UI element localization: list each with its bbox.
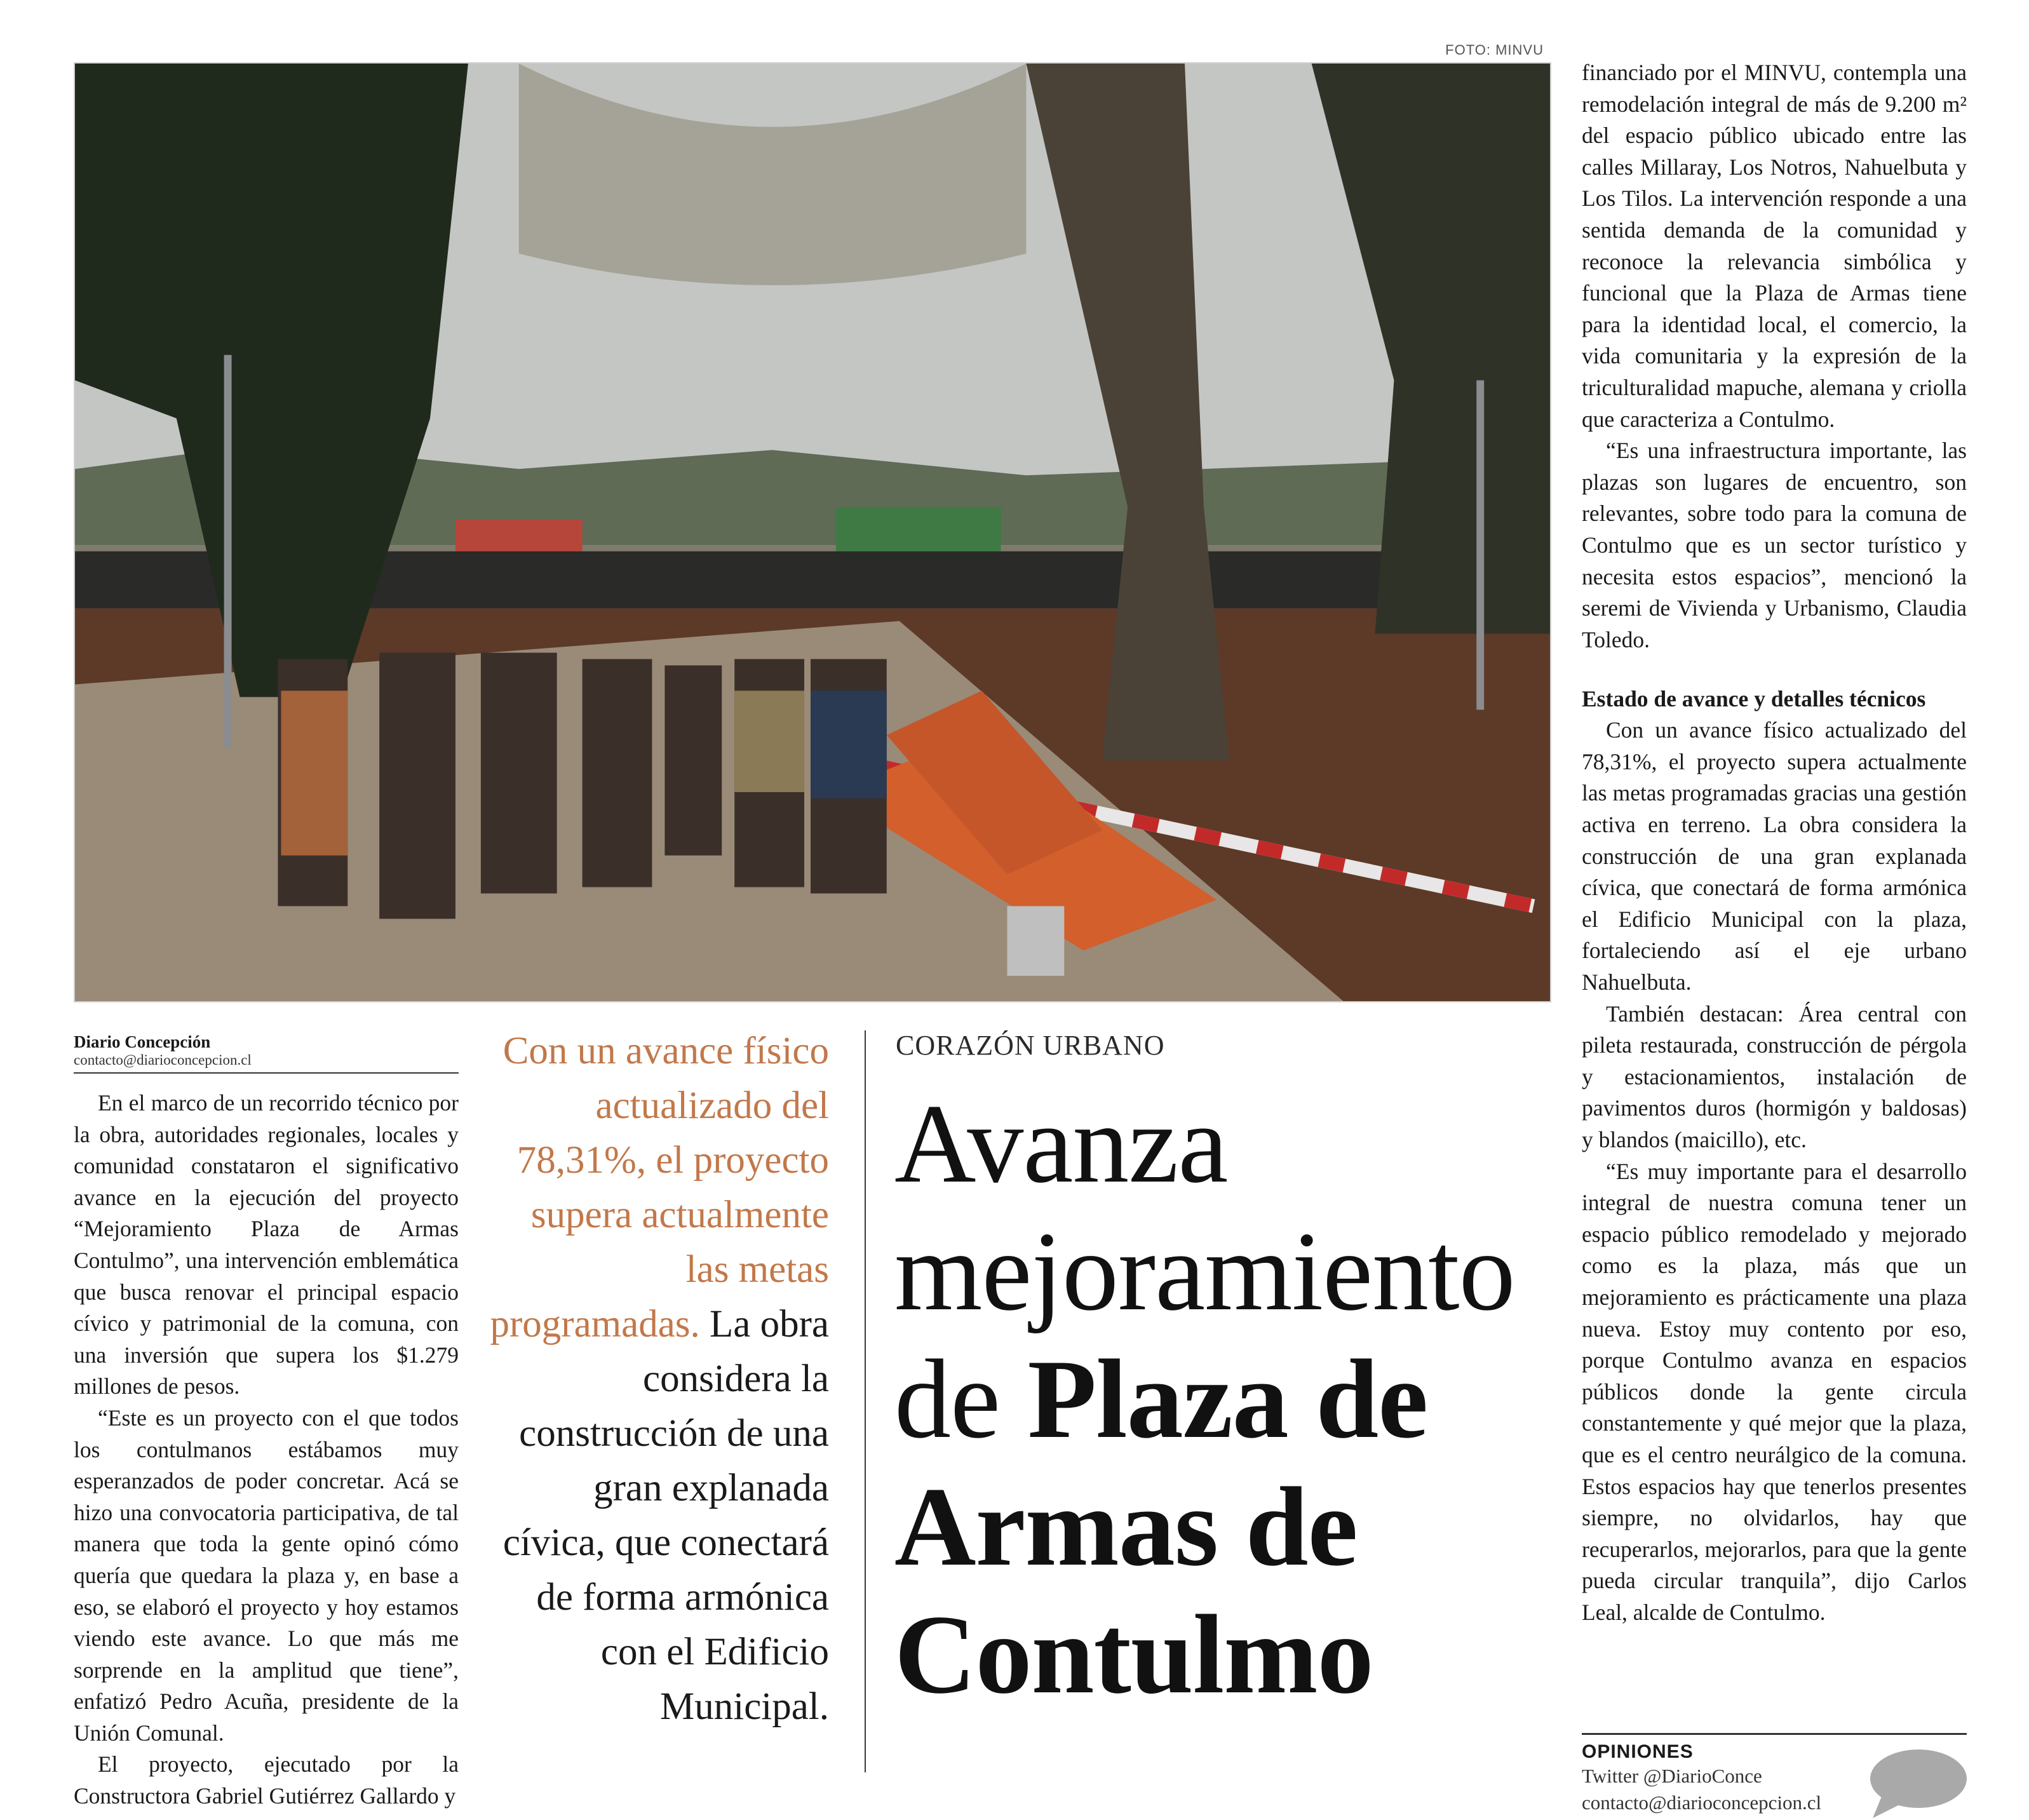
section-kicker: CORAZÓN URBANO (896, 1030, 1165, 1061)
plaza-photo-illustration (75, 64, 1550, 1001)
photo-credit: FOTO: MINVU (1445, 42, 1544, 58)
opinion-title: OPINIONES (1582, 1741, 1694, 1762)
opinion-email[interactable]: contacto@diarioconcepcion.cl (1582, 1791, 1822, 1814)
left-paragraph: En el marco de un recorrido técnico por la obra, autoridades regionales, locales y comunidad constataron el significativo avance en la ejecución del proyecto “Mejoramiento Plaza de Armas Contulmo”, una intervención emblemática que busca renovar el principal espacio cívico y patrimonial de la comuna, con una inversión que supera los $1.279 millones de pesos. (74, 1090, 459, 1399)
headline-bold: Plaza de Armas de Contulmo (894, 1336, 1428, 1717)
byline-name: Diario Concepción (74, 1032, 211, 1051)
right-paragraph: “Es muy importante para el desarrollo integral de nuestra comuna tener un espacio público remodelado y mejorado como es la plaza, más que un mejoramiento es prácticamente una plaza nueva. Estoy muy contento por eso, porque Contulmo avanza en espacios públicos donde la gente circula constantemente y qué mejor que la plaza, que es el centro neurálgico de la comuna. Estos espacios hay que tenerlos presentes siempre, no olvidarlos, hay que recuperarlos, mejorarlos, para que la gente pueda circular tranquila”, dijo Carlos Leal, alcalde de Contulmo. (1582, 1158, 1967, 1625)
left-column (74, 1088, 459, 1812)
article-headline (894, 1080, 1561, 1718)
right-paragraph: “Es una infraestructura importante, las plazas son lugares de encuentro, son relevantes, sobre todo para la comuna de Contulmo que es un sector turístico y necesita estos espacios”, mencionó la seremi de Vivienda y Urbanismo, Claudia Toledo. (1582, 438, 1967, 652)
right-paragraph: Con un avance físico actualizado del 78,31%, el proyecto supera actualmente las metas programadas gracias una gestión activa en terreno. La obra considera la construcción de una gran explanada cívica, que conectará de forma armónica el Edificio Municipal con la plaza, fortaleciendo así el eje urbano Nahuelbuta. (1582, 717, 1967, 995)
pull-quote-highlight: Con un avance físico actualizado del 78,31%, el proyecto supera actualmente las metas programadas. (490, 1030, 829, 1345)
opinion-twitter[interactable]: Twitter @DiarioConce (1582, 1765, 1762, 1787)
column-divider (865, 1030, 866, 1772)
section-subhead: Estado de avance y detalles técnicos (1582, 686, 1926, 712)
byline (74, 1032, 459, 1074)
speech-bubble-icon (1869, 1747, 1968, 1820)
right-paragraph: También destacan: Área central con pileta restaurada, construcción de pérgola y estacionamientos, instalación de pavimentos duros (hormigón y baldosas) y blandos (maicillo), etc. (1582, 1001, 1967, 1152)
headline-light: Avanza mejoramiento de (894, 1081, 1515, 1462)
left-paragraph: “Este es un proyecto con el que todos los contulmanos estábamos muy esperanzados de poder concretar. Acá se hizo una convocatoria participativa, de tal manera que toda la gente opinó cómo quería que quedara la plaza y, en base a eso, se elaboró el proyecto y hoy estamos viendo este avance. Lo que más me sorprende en la amplitud que tiene”, enfatizó Pedro Acuña, presidente de la Unión Comunal. (74, 1405, 459, 1746)
byline-email[interactable]: contacto@diarioconcepcion.cl (74, 1052, 252, 1068)
pull-quote-body: La obra considera la construcción de una gran explanada cívica, que conectará de forma armónica con el Edificio Municipal. (502, 1303, 829, 1728)
left-paragraph: El proyecto, ejecutado por la Constructora Gabriel Gutiérrez Gallardo y (74, 1751, 459, 1809)
article-photo (74, 62, 1551, 1002)
right-paragraph: financiado por el MINVU, contempla una remodelación integral de más de 9.200 m² del espacio público ubicado entre las calles Millaray, Los Notros, Nahuelbuta y Los Tilos. La intervención responde a una sentida demanda de la comunidad y reconoce la relevancia simbólica y funcional que la Plaza de Armas tiene para la identidad local, el comercio, la vida comunitaria y la expresión de la triculturalidad mapuche, alemana y criolla que caracteriza a Contulmo. (1582, 60, 1967, 432)
right-column (1582, 57, 1967, 1629)
pull-quote (483, 1024, 829, 1734)
